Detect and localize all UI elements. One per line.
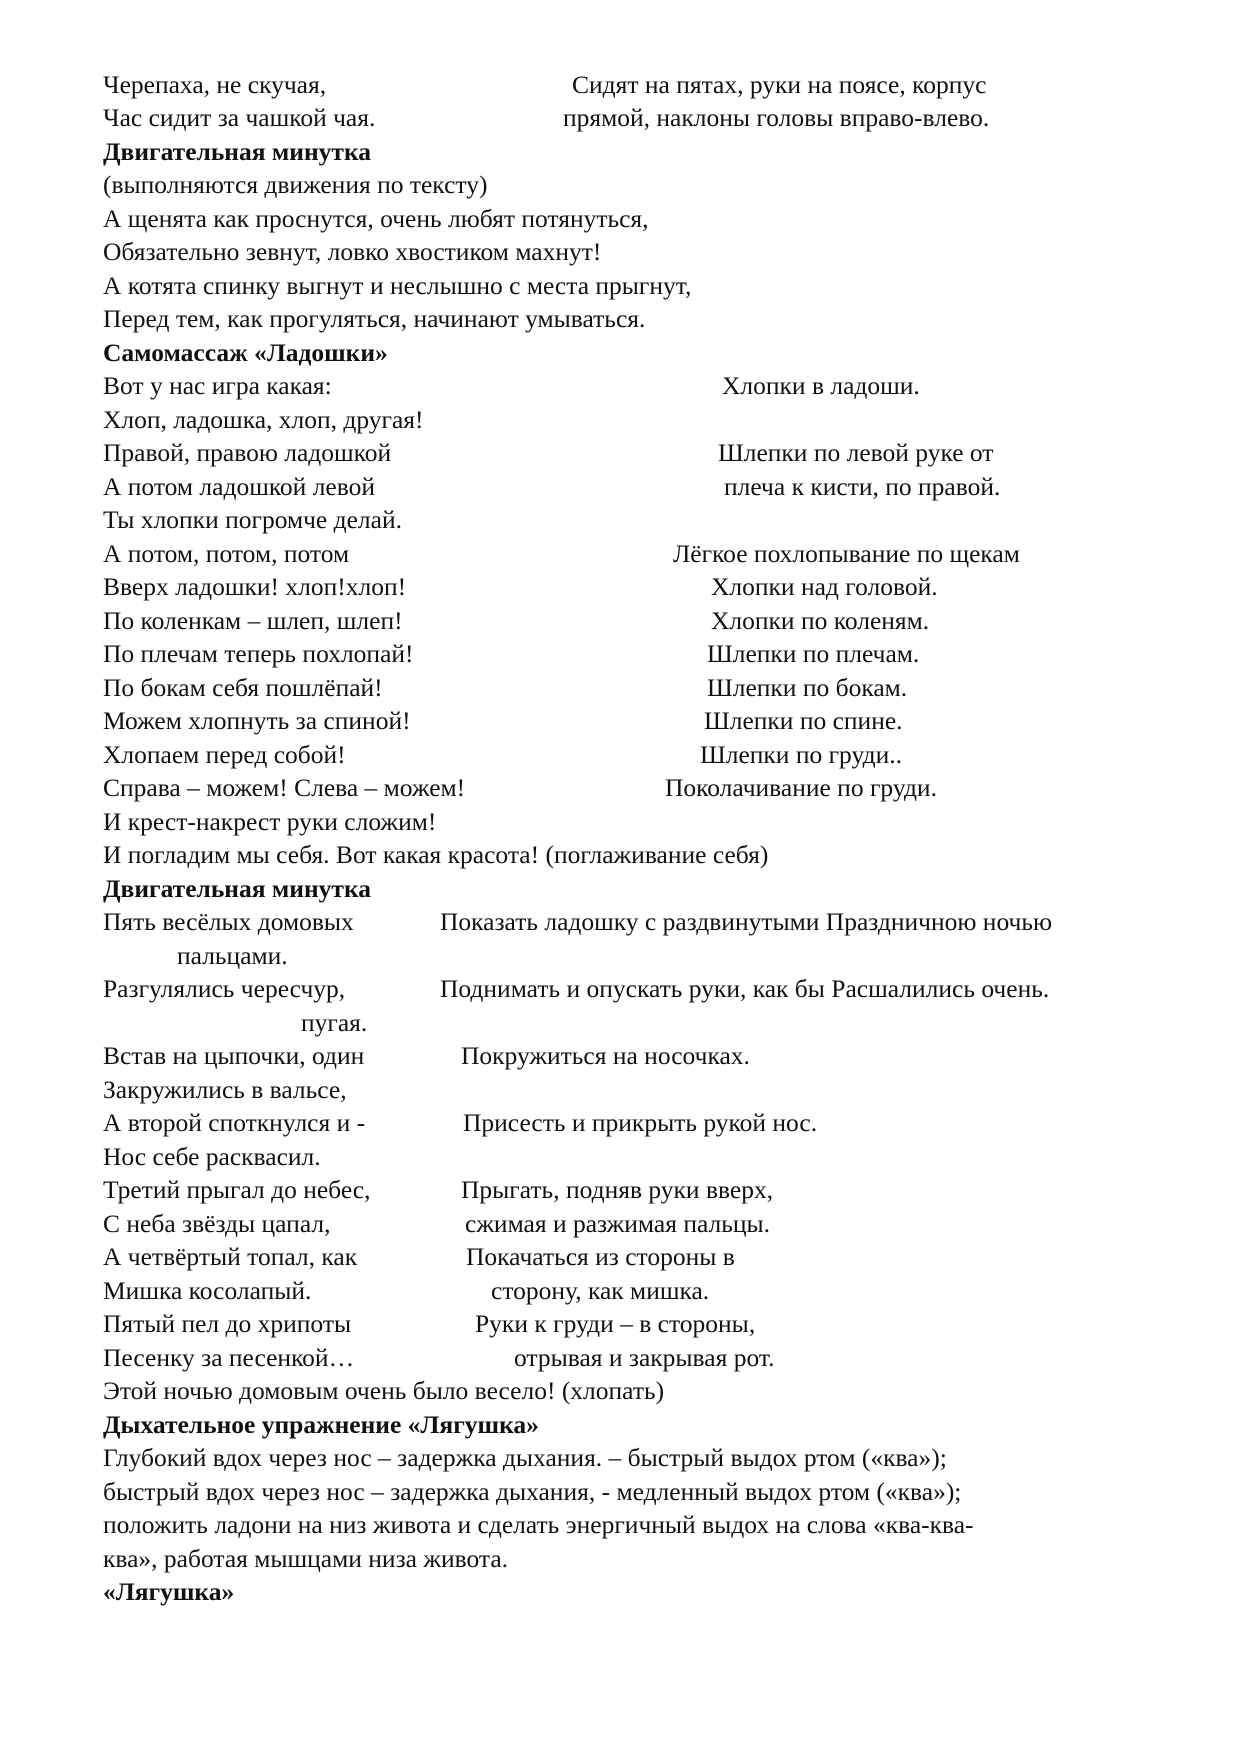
instruction-line: Покачаться из стороны в [466, 1242, 735, 1271]
poem-line: Правой, правою ладошкой [103, 438, 392, 467]
poem-line: Вот у нас игра какая: [103, 371, 332, 400]
section-heading: Двигательная минутка [103, 137, 372, 166]
poem-line: Хлоп, ладошка, хлоп, другая! [103, 405, 424, 434]
poem-line: С неба звёзды цапал, [103, 1209, 331, 1238]
instruction-line: Присесть и прикрыть рукой нос. [463, 1108, 818, 1137]
instruction-line: Сидят на пятах, руки на поясе, корпус [572, 70, 987, 99]
poem-line: Ты хлопки погромче делай. [103, 505, 402, 534]
poem-line: Мишка косолапый. [103, 1276, 312, 1305]
instruction-line: Шлепки по левой руке от [718, 438, 994, 467]
text-line: Глубокий вдох через нос – задержка дыхания. – быстрый выдох ртом («ква»); [103, 1443, 947, 1472]
instruction-line: Шлепки по груди.. [700, 740, 902, 769]
instruction-line: Шлепки по спине. [704, 706, 903, 735]
text-line: А котята спинку выгнут и неслышно с места прыгнут, [103, 271, 692, 300]
poem-line: И крест-накрест руки сложим! [103, 807, 437, 836]
section-heading: Двигательная минутка [103, 874, 372, 903]
poem-line: Справа – можем! Слева – можем! [103, 773, 466, 802]
text-line: положить ладони на низ живота и сделать энергичный выдох на слова «ква-ква- [103, 1510, 974, 1539]
instruction-line: Лёгкое похлопывание по щекам [673, 539, 1020, 568]
text-line: Обязательно зевнут, ловко хвостиком махнут! [103, 237, 602, 266]
instruction-line: Показать ладошку с раздвинутыми Праздничною ночью [440, 907, 1053, 936]
instruction-line: Шлепки по плечам. [707, 639, 920, 668]
instruction-line: Поколачивание по груди. [665, 773, 937, 802]
text-line: И погладим мы себя. Вот какая красота! (поглаживание себя) [103, 840, 769, 869]
text-line: Перед тем, как прогуляться, начинают умываться. [103, 304, 646, 333]
poem-line: Можем хлопнуть за спиной! [103, 706, 411, 735]
poem-line: По плечам теперь похлопай! [103, 639, 414, 668]
poem-line: А второй споткнулся и - [103, 1108, 366, 1137]
section-heading: Самомассаж «Ладошки» [103, 338, 388, 367]
instruction-line: сжимая и разжимая пальцы. [465, 1209, 771, 1238]
poem-line: Встав на цыпочки, один [103, 1041, 365, 1070]
poem-line: Пять весёлых домовых [103, 907, 354, 936]
poem-line: По бокам себя пошлёпай! [103, 673, 383, 702]
text-line: А щенята как проснутся, очень любят потянуться, [103, 204, 649, 233]
instruction-line: Хлопки по коленям. [711, 606, 930, 635]
text-line: быстрый вдох через нос – задержка дыхания, - медленный выдох ртом («ква»); [103, 1477, 962, 1506]
text-line: ква», работая мышцами низа живота. [103, 1544, 509, 1573]
poem-line: Разгулялись чересчур, [103, 974, 346, 1003]
poem-line: Час сидит за чашкой чая. [103, 103, 376, 132]
instruction-line: Руки к груди – в стороны, [475, 1309, 756, 1338]
instruction-line: сторону, как мишка. [491, 1276, 710, 1305]
poem-line: А потом ладошкой левой [103, 472, 376, 501]
instruction-line: Хлопки над головой. [711, 572, 938, 601]
instruction-line: Прыгать, подняв руки вверх, [461, 1175, 774, 1204]
section-heading: Дыхательное упражнение «Лягушка» [103, 1410, 539, 1439]
poem-line: Вверх ладошки! хлоп!хлоп! [103, 572, 407, 601]
instruction-line: прямой, наклоны головы вправо-влево. [563, 103, 990, 132]
poem-line: По коленкам – шлеп, шлеп! [103, 606, 403, 635]
instruction-line: Шлепки по бокам. [707, 673, 908, 702]
instruction-line: пугая. [301, 1008, 368, 1037]
poem-line: А четвёртый топал, как [103, 1242, 358, 1271]
poem-line: Нос себе расквасил. [103, 1142, 321, 1171]
poem-line: Хлопаем перед собой! [103, 740, 346, 769]
instruction-line: Покружиться на носочках. [461, 1041, 750, 1070]
instruction-line: отрывая и закрывая рот. [514, 1343, 775, 1372]
text-line: Этой ночью домовым очень было весело! (хлопать) [103, 1376, 665, 1405]
instruction-line: Поднимать и опускать руки, как бы Расшалились очень. [440, 974, 1050, 1003]
poem-line: Третий прыгал до небес, [103, 1175, 371, 1204]
instruction-line: Хлопки в ладоши. [722, 371, 920, 400]
poem-line: Закружились в вальсе, [103, 1075, 347, 1104]
poem-line: А потом, потом, потом [103, 539, 350, 568]
text-line: (выполняются движения по тексту) [103, 170, 488, 199]
poem-line: Песенку за песенкой… [103, 1343, 355, 1372]
section-heading: «Лягушка» [103, 1577, 235, 1606]
poem-line: Черепаха, не скучая, [103, 70, 327, 99]
instruction-line: пальцами. [177, 941, 288, 970]
instruction-line: плеча к кисти, по правой. [724, 472, 1001, 501]
poem-line: Пятый пел до хрипоты [103, 1309, 352, 1338]
